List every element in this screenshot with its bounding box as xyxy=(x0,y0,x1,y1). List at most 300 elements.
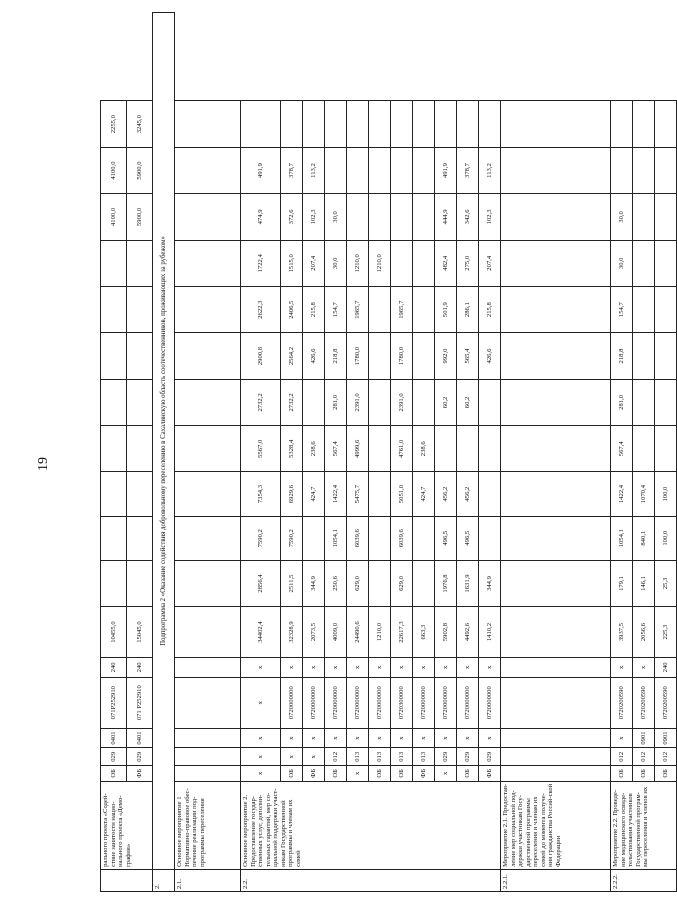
table-cell xyxy=(175,286,241,332)
table-cell: 240 xyxy=(101,657,127,677)
table-cell: 565,4 xyxy=(457,333,479,379)
table-cell: 0720000000 xyxy=(303,677,325,728)
table-cell xyxy=(175,607,241,658)
table-cell xyxy=(413,516,435,560)
table-cell xyxy=(391,240,413,286)
table-cell: 10455,0 xyxy=(101,607,127,658)
table-cell xyxy=(127,286,153,332)
table-cell xyxy=(501,286,611,332)
table-cell: ОБ xyxy=(457,766,479,781)
page-number: 19 xyxy=(36,457,51,471)
table-cell: 456,2 xyxy=(457,472,479,516)
table-cell: 238,6 xyxy=(413,426,435,472)
table-cell: 1210,0 xyxy=(347,240,369,286)
table-row xyxy=(633,13,655,892)
table-cell: 5900,0 xyxy=(127,147,153,193)
row-name: Мероприятие 2.1. Предостав-ление мер социальной под-держки участникам Госу-дарственной программы переселения и членам их семей до момента получе-ния гражданства Россий-ской Федерации xyxy=(501,781,611,869)
table-cell: 0720000000 xyxy=(281,677,303,728)
table-cell: 6039,6 xyxy=(391,516,413,560)
table-cell xyxy=(435,101,457,147)
table-cell: 1054,1 xyxy=(325,516,347,560)
table-cell: х xyxy=(369,728,391,748)
table-cell: 113,2 xyxy=(479,147,501,193)
table-cell: х xyxy=(281,728,303,748)
table-cell: 1965,7 xyxy=(391,286,413,332)
table-cell: х xyxy=(347,657,369,677)
table-cell: 029 xyxy=(101,748,127,766)
table-row xyxy=(391,13,413,892)
table-cell: 7590,2 xyxy=(281,516,303,560)
table-cell: 4009,0 xyxy=(325,607,347,658)
table-cell: 250,6 xyxy=(325,560,347,606)
table-cell: 840,1 xyxy=(633,516,655,560)
table-cell xyxy=(101,560,127,606)
table-cell xyxy=(501,379,611,425)
table-cell: х xyxy=(633,657,655,677)
table-cell: 567,4 xyxy=(611,426,633,472)
table-cell xyxy=(127,379,153,425)
table-cell: ФБ xyxy=(303,766,325,781)
table-cell: 2732,2 xyxy=(241,379,281,425)
table-cell xyxy=(413,194,435,240)
table-cell xyxy=(101,472,127,516)
table-cell xyxy=(655,101,677,147)
table-cell: 0720000000 xyxy=(347,677,369,728)
table-cell xyxy=(633,426,655,472)
table-cell xyxy=(633,240,655,286)
row-number: 2.2. xyxy=(241,869,501,891)
table-cell xyxy=(101,240,127,286)
table-cell: 4761,0 xyxy=(391,426,413,472)
table-cell: 286,1 xyxy=(457,286,479,332)
table-cell: 179,1 xyxy=(611,560,633,606)
table-cell: 0720000000 xyxy=(479,677,501,728)
table-cell xyxy=(655,286,677,332)
table-cell xyxy=(101,286,127,332)
table-cell xyxy=(479,472,501,516)
table-cell: 012 xyxy=(655,748,677,766)
table-cell: 029 xyxy=(127,748,153,766)
table-cell: 0901 xyxy=(655,728,677,748)
table-cell xyxy=(501,748,611,766)
table-cell: 1780,0 xyxy=(347,333,369,379)
table-cell: 456,2 xyxy=(435,472,457,516)
table-cell: 34402,4 xyxy=(241,607,281,658)
table-row xyxy=(655,13,677,892)
table-cell: 424,7 xyxy=(413,472,435,516)
table-cell: х xyxy=(369,657,391,677)
table-cell: 071 P252910 xyxy=(127,677,153,728)
table-cell xyxy=(501,194,611,240)
table-cell: 013 xyxy=(347,748,369,766)
table-cell xyxy=(413,560,435,606)
row-number: 2.2.1. xyxy=(501,869,611,891)
table-cell: 24490,6 xyxy=(347,607,369,658)
table-cell: 100,0 xyxy=(655,472,677,516)
table-cell: 60,2 xyxy=(457,379,479,425)
table-cell: 2255,0 xyxy=(101,101,127,147)
table-cell: х xyxy=(457,657,479,677)
table-cell: 4100,0 xyxy=(101,147,127,193)
table-cell: 1780,0 xyxy=(391,333,413,379)
table-cell: 22617,3 xyxy=(391,607,413,658)
table-cell: 0720000000 xyxy=(435,677,457,728)
table-cell: 444,9 xyxy=(435,194,457,240)
table-cell xyxy=(501,560,611,606)
table-cell: 3245,0 xyxy=(127,101,153,147)
table-cell xyxy=(501,240,611,286)
table-cell: 154,7 xyxy=(611,286,633,332)
table-cell: ФБ xyxy=(413,766,435,781)
row-name: Основное мероприятие 1 Нормативно-правовое обес-печение реализации под-программы переселения xyxy=(175,781,241,869)
table-cell: 2056,6 xyxy=(633,607,655,658)
table-cell: 2073,5 xyxy=(303,607,325,658)
table-cell: х xyxy=(303,657,325,677)
table-cell xyxy=(633,194,655,240)
table-cell: 6039,6 xyxy=(347,516,369,560)
table-cell: 5900,0 xyxy=(127,194,153,240)
row-number: 2.2.2. xyxy=(611,869,677,891)
table-row xyxy=(127,13,153,892)
table-cell xyxy=(413,147,435,193)
table-cell: х xyxy=(413,657,435,677)
table-cell: ФБ xyxy=(479,766,501,781)
table-cell: 482,4 xyxy=(435,240,457,286)
table-cell: 426,6 xyxy=(479,333,501,379)
table-cell: 30,0 xyxy=(611,240,633,286)
table-cell: 0720000000 xyxy=(325,677,347,728)
table-cell: х xyxy=(325,657,347,677)
table-cell xyxy=(303,516,325,560)
table-cell: 15045,0 xyxy=(127,607,153,658)
table-cell xyxy=(633,286,655,332)
table-cell xyxy=(175,379,241,425)
table-cell: 102,3 xyxy=(479,194,501,240)
table-cell: 5051,0 xyxy=(391,472,413,516)
table-cell: х xyxy=(281,748,303,766)
table-cell xyxy=(413,333,435,379)
row-name: Основное мероприятие 2. Предоставление государ-ственных услуг, дополни-тельных гарантий, мер со-циальной поддержки участ-никам Государственной программы и членам их семей xyxy=(241,781,501,869)
table-cell: 2511,5 xyxy=(281,560,303,606)
table-cell: 0720000000 xyxy=(369,677,391,728)
row-name: рального проекта «Содей-ствие занятости нацио-нального проекта «Демо-графия» xyxy=(101,781,153,869)
table-row xyxy=(303,13,325,892)
table-cell: х xyxy=(241,766,281,781)
table-cell: ФБ xyxy=(127,766,153,781)
table-cell: 013 xyxy=(369,748,391,766)
table-cell: 1070,4 xyxy=(633,472,655,516)
table-row xyxy=(479,13,501,892)
table-cell xyxy=(655,426,677,472)
table-cell xyxy=(633,379,655,425)
table-cell xyxy=(175,766,241,781)
table-cell: х xyxy=(303,748,325,766)
subprogram-row xyxy=(153,13,175,892)
table-cell xyxy=(501,516,611,560)
table-cell: 207,4 xyxy=(303,240,325,286)
table-cell xyxy=(633,147,655,193)
table-cell: 4100,0 xyxy=(101,194,127,240)
table-cell xyxy=(501,607,611,658)
table-cell: 2564,2 xyxy=(281,333,303,379)
subprogram-number: 2. xyxy=(153,869,175,891)
table-cell: 663,3 xyxy=(413,607,435,658)
table-cell: 5475,7 xyxy=(347,472,369,516)
table-cell xyxy=(501,728,611,748)
table-cell: 275,0 xyxy=(457,240,479,286)
table-cell xyxy=(325,147,347,193)
table-cell: 0401 xyxy=(127,728,153,748)
table-row xyxy=(101,13,127,892)
table-cell xyxy=(347,147,369,193)
table-cell xyxy=(175,147,241,193)
table-row xyxy=(457,13,479,892)
table-cell: х xyxy=(325,728,347,748)
table-cell: 496,5 xyxy=(457,516,479,560)
table-cell: 281,0 xyxy=(325,379,347,425)
table-cell: 240 xyxy=(655,657,677,677)
table-cell xyxy=(281,101,303,147)
table-cell xyxy=(611,147,633,193)
table-cell xyxy=(501,333,611,379)
table-cell: ОБ xyxy=(611,766,633,781)
table-cell: ОБ xyxy=(281,766,303,781)
table-row xyxy=(611,13,633,892)
table-cell: х xyxy=(435,766,457,781)
table-cell: 2391,0 xyxy=(347,379,369,425)
table-cell xyxy=(369,333,391,379)
table-cell: 496,5 xyxy=(435,516,457,560)
row-number: 2.1. xyxy=(175,869,241,891)
table-cell xyxy=(501,766,611,781)
table-cell xyxy=(175,657,241,677)
table-cell xyxy=(175,333,241,379)
table-cell: 25,3 xyxy=(655,560,677,606)
table-cell xyxy=(175,426,241,472)
table-cell: 424,7 xyxy=(303,472,325,516)
table-cell: 215,8 xyxy=(303,286,325,332)
table-cell xyxy=(369,379,391,425)
table-cell xyxy=(175,748,241,766)
table-cell xyxy=(175,677,241,728)
table-cell xyxy=(347,101,369,147)
table-cell: 0720000000 xyxy=(413,677,435,728)
table-cell xyxy=(369,286,391,332)
table-cell xyxy=(127,426,153,472)
table-cell: 071P252910 xyxy=(101,677,127,728)
table-cell xyxy=(175,194,241,240)
table-cell: 378,7 xyxy=(281,147,303,193)
table-cell xyxy=(655,240,677,286)
table-cell xyxy=(175,101,241,147)
table-cell xyxy=(633,101,655,147)
table-cell xyxy=(655,333,677,379)
table-cell xyxy=(101,516,127,560)
table-cell: 102,3 xyxy=(303,194,325,240)
table-cell: х xyxy=(413,728,435,748)
table-row xyxy=(347,13,369,892)
table-cell xyxy=(241,101,281,147)
table-cell: 1410,2 xyxy=(479,607,501,658)
table-cell: х xyxy=(347,766,369,781)
table-cell xyxy=(457,426,479,472)
table-cell xyxy=(369,194,391,240)
table-cell xyxy=(501,101,611,147)
table-cell: 344,9 xyxy=(303,560,325,606)
table-cell xyxy=(655,379,677,425)
table-row xyxy=(501,13,611,892)
table-cell: 5902,8 xyxy=(435,607,457,658)
table-cell xyxy=(391,194,413,240)
table-cell: х xyxy=(241,677,281,728)
table-cell: 146,1 xyxy=(633,560,655,606)
table-cell: 992,0 xyxy=(435,333,457,379)
table-cell: 013 xyxy=(391,748,413,766)
table-cell: ОБ xyxy=(633,766,655,781)
table-cell: 1054,1 xyxy=(611,516,633,560)
table-cell: 1976,8 xyxy=(435,560,457,606)
table-cell: 5567,0 xyxy=(241,426,281,472)
table-cell: 30,0 xyxy=(611,194,633,240)
table-cell: 30,0 xyxy=(325,240,347,286)
table-cell: х xyxy=(303,728,325,748)
table-cell: 1722,4 xyxy=(241,240,281,286)
table-cell xyxy=(655,194,677,240)
table-cell: 342,6 xyxy=(457,194,479,240)
table-cell: 344,9 xyxy=(479,560,501,606)
table-cell: 113,2 xyxy=(303,147,325,193)
table-cell xyxy=(413,379,435,425)
table-cell xyxy=(369,147,391,193)
row-name: Мероприятие 2.2. Проведе-ние медицинского освиде-тельствования участников Государственной програм-мы переселения и членов их xyxy=(611,781,677,869)
table-cell xyxy=(479,101,501,147)
table-cell xyxy=(369,560,391,606)
table-cell xyxy=(325,101,347,147)
table-cell: х xyxy=(347,728,369,748)
table-row xyxy=(325,13,347,892)
table-cell: 3937,5 xyxy=(611,607,633,658)
table-cell xyxy=(369,101,391,147)
table-cell: 7354,3 xyxy=(241,472,281,516)
table-cell: 426,6 xyxy=(303,333,325,379)
table-cell xyxy=(501,147,611,193)
table-cell: 1422,4 xyxy=(325,472,347,516)
table-cell xyxy=(127,333,153,379)
table-cell xyxy=(633,333,655,379)
table-cell: 491,9 xyxy=(241,147,281,193)
table-cell: 100,0 xyxy=(655,516,677,560)
table-cell xyxy=(175,472,241,516)
table-cell: 2732,2 xyxy=(281,379,303,425)
table-cell xyxy=(369,516,391,560)
table-cell: х xyxy=(435,657,457,677)
table-cell: х xyxy=(281,657,303,677)
table-cell: 6929,6 xyxy=(281,472,303,516)
table-cell: 2406,5 xyxy=(281,286,303,332)
table-row xyxy=(435,13,457,892)
table-cell: 30,0 xyxy=(325,194,347,240)
table-cell xyxy=(175,728,241,748)
table-row xyxy=(413,13,435,892)
table-cell: 2856,4 xyxy=(241,560,281,606)
table-cell: 567,4 xyxy=(325,426,347,472)
table-cell xyxy=(391,101,413,147)
table-cell: 4492,6 xyxy=(457,607,479,658)
table-cell xyxy=(127,516,153,560)
table-row xyxy=(369,13,391,892)
table-cell: ОБ xyxy=(325,766,347,781)
table-cell xyxy=(303,101,325,147)
table-cell: ОБ xyxy=(655,766,677,781)
table-cell: 7590,2 xyxy=(241,516,281,560)
table-cell: 218,8 xyxy=(325,333,347,379)
table-cell: х xyxy=(611,728,633,748)
table-cell xyxy=(479,426,501,472)
table-cell xyxy=(369,426,391,472)
table-cell: 491,9 xyxy=(435,147,457,193)
table-cell: 629,0 xyxy=(391,560,413,606)
table-cell: 012 xyxy=(611,748,633,766)
table-cell xyxy=(413,286,435,332)
table-cell: 629,0 xyxy=(347,560,369,606)
table-cell: 1422,4 xyxy=(611,472,633,516)
table-cell xyxy=(501,657,611,677)
table-cell xyxy=(101,426,127,472)
table-cell: 372,6 xyxy=(281,194,303,240)
table-cell xyxy=(457,101,479,147)
table-cell: 2622,3 xyxy=(241,286,281,332)
table-cell: х xyxy=(391,657,413,677)
table-cell: х xyxy=(611,657,633,677)
table-cell: х xyxy=(241,657,281,677)
table-cell: х xyxy=(479,657,501,677)
table-cell: 60,2 xyxy=(435,379,457,425)
table-cell xyxy=(101,379,127,425)
table-cell xyxy=(501,426,611,472)
table-cell: 029 xyxy=(435,748,457,766)
table-cell xyxy=(655,147,677,193)
table-cell xyxy=(501,677,611,728)
table-cell: 029 xyxy=(479,748,501,766)
table-cell: х xyxy=(479,728,501,748)
table-cell: 32328,9 xyxy=(281,607,303,658)
table-cell xyxy=(303,379,325,425)
table-cell xyxy=(611,101,633,147)
table-cell xyxy=(175,516,241,560)
table-cell: 0720000000 xyxy=(457,677,479,728)
table-row xyxy=(281,13,303,892)
table-cell: 0720300000 xyxy=(391,677,413,728)
table-cell: 207,4 xyxy=(479,240,501,286)
table-cell: х xyxy=(241,748,281,766)
table-cell: 2391,0 xyxy=(391,379,413,425)
table-row xyxy=(241,13,281,892)
table-cell: 218,8 xyxy=(611,333,633,379)
table-cell xyxy=(413,101,435,147)
table-cell xyxy=(175,240,241,286)
table-cell: 012 xyxy=(325,748,347,766)
table-cell: 1210,0 xyxy=(369,240,391,286)
table-cell: 1515,0 xyxy=(281,240,303,286)
table-cell xyxy=(369,472,391,516)
table-cell: 4999,6 xyxy=(347,426,369,472)
table-cell: х xyxy=(435,728,457,748)
table-cell: х xyxy=(457,728,479,748)
table-cell: х xyxy=(391,728,413,748)
table-cell: 0401 xyxy=(101,728,127,748)
table-cell: 1631,9 xyxy=(457,560,479,606)
table-cell: 378,7 xyxy=(457,147,479,193)
